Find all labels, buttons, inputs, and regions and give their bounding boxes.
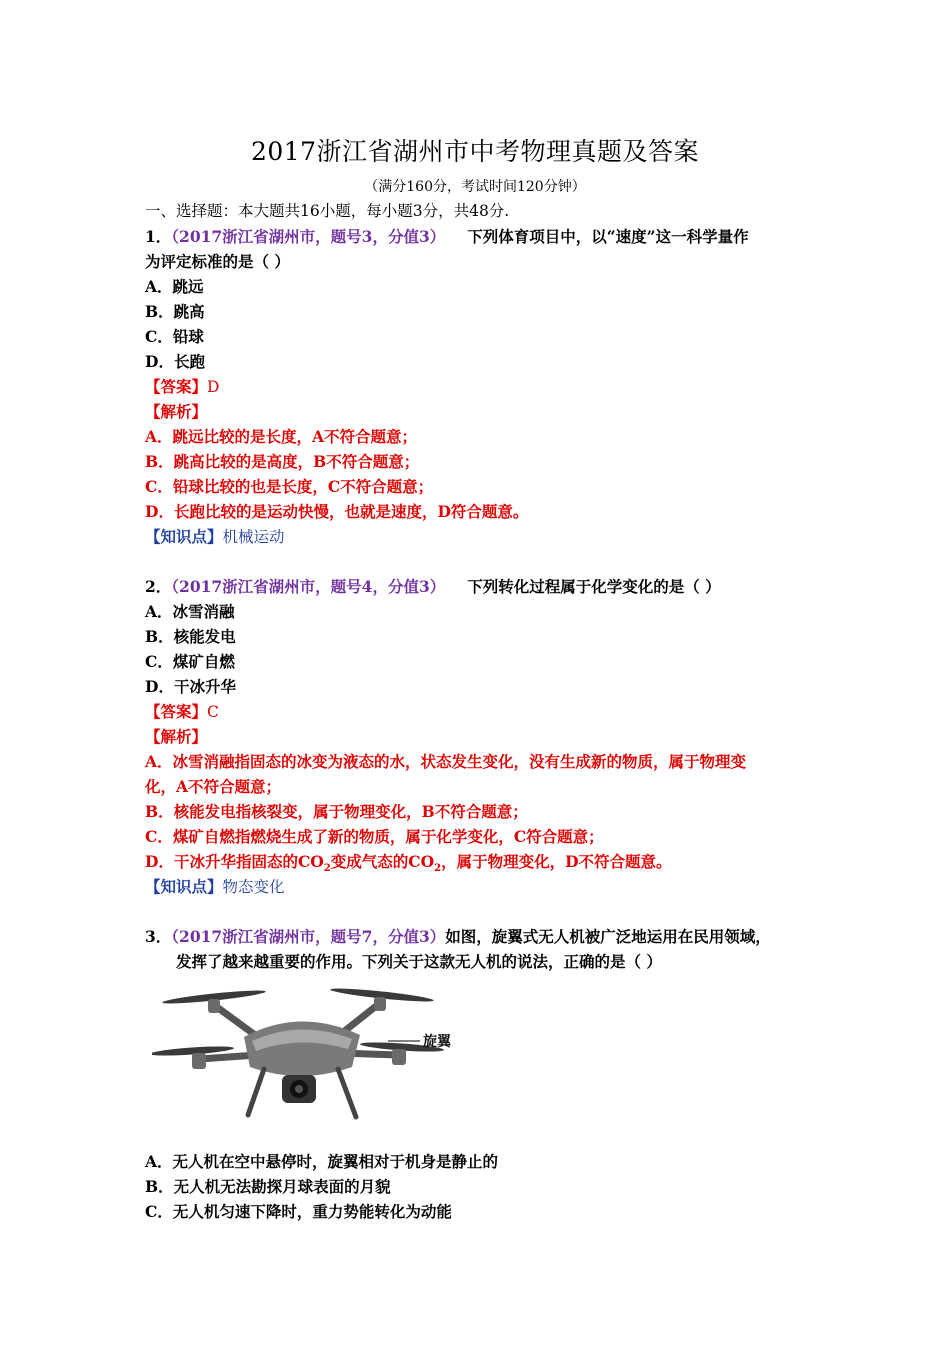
q1-stem-line1 — [145, 224, 749, 249]
q1-stem-a: 下列体育项目中，以“速度”这一科学量作 — [467, 227, 749, 246]
q3-number: 3． — [145, 927, 172, 946]
q2-analysis-tag: 【解析】 — [145, 727, 208, 746]
q1-answer — [145, 374, 219, 400]
drone-figure — [152, 985, 472, 1125]
q2-stem-line1 — [145, 574, 721, 599]
q1-knowledge-point — [145, 524, 285, 550]
q2-source: （2017浙江省湖州市，题号4，分值3） — [171, 577, 446, 596]
q2-analysis-a-line1: A．冰雪消融指固态的冰变为液态的水，状态发生变化，没有生成新的物质，属于物理变 — [145, 752, 747, 771]
q1-answer-tag: 【答案】 — [145, 377, 208, 396]
q1-source: （2017浙江省湖州市，题号3，分值3） — [171, 227, 446, 246]
q2-answer — [145, 699, 219, 725]
q2-analysis-d-sub1: 2 — [323, 863, 331, 875]
q1-option-c: C．铅球 — [145, 327, 204, 346]
q1-answer-value: D — [207, 378, 220, 396]
q1-analysis-c: C．铅球比较的也是长度，C不符合题意； — [145, 477, 434, 496]
q3-stem-line2: 发挥了越来越重要的作用。下列关于这款无人机的说法，正确的是（ ） — [176, 952, 662, 971]
q1-analysis-tag: 【解析】 — [145, 402, 208, 421]
drone-label-rotor: 旋翼 — [423, 1034, 451, 1050]
q2-knowledge-point — [145, 874, 285, 900]
q2-analysis-c: C．煤矿自燃指燃烧生成了新的物质，属于化学变化，C符合题意； — [145, 827, 604, 846]
q1-kp-value: 机械运动 — [222, 528, 285, 546]
q2-stem-a: 下列转化过程属于化学变化的是（ ） — [467, 577, 721, 596]
q1-option-b: B．跳高 — [145, 302, 205, 321]
q2-number: 2． — [145, 577, 172, 596]
q2-option-d: D．干冰升华 — [145, 677, 236, 696]
q2-option-c: C．煤矿自燃 — [145, 652, 235, 671]
q2-analysis-d-part3: ，属于物理变化，D不符合题意。 — [441, 852, 672, 871]
q1-analysis-d: D．长跑比较的是运动快慢，也就是速度，D符合题意。 — [145, 502, 529, 521]
q3-stem-a: 如图，旋翼式无人机被广泛地运用在民用领域， — [445, 927, 771, 946]
section-heading: 一、选择题：本大题共16小题，每小题3分，共48分. — [145, 202, 510, 220]
q2-option-a: A．冰雪消融 — [145, 602, 235, 621]
q2-kp-tag: 【知识点】 — [145, 877, 223, 896]
q2-analysis-d-part1: D．干冰升华指固态的CO — [145, 852, 324, 871]
q1-analysis-a: A．跳远比较的是长度，A不符合题意； — [145, 427, 418, 446]
q1-kp-tag: 【知识点】 — [145, 527, 223, 546]
q2-analysis-d-part2: 变成气态的CO — [330, 852, 435, 871]
q3-option-b: B．无人机无法勘探月球表面的月貌 — [145, 1177, 391, 1196]
q2-analysis-b: B．核能发电指核裂变，属于物理变化，B不符合题意； — [145, 802, 528, 821]
page-subtitle: （满分160分，考试时间120分钟） — [364, 179, 586, 195]
page-title: 2017浙江省湖州市中考物理真题及答案 — [250, 137, 700, 166]
q2-option-b: B．核能发电 — [145, 627, 236, 646]
q1-stem-line2: 为评定标准的是（ ） — [145, 252, 290, 271]
q3-option-a: A．无人机在空中悬停时，旋翼相对于机身是静止的 — [145, 1152, 499, 1171]
q1-analysis-b: B．跳高比较的是高度，B不符合题意； — [145, 452, 420, 471]
q3-option-c: C．无人机匀速下降时，重力势能转化为动能 — [145, 1202, 452, 1221]
q3-source: （2017浙江省湖州市，题号7，分值3） — [171, 927, 446, 946]
q1-option-d: D．长跑 — [145, 352, 205, 371]
q1-number: 1． — [145, 227, 172, 246]
q1-option-a: A．跳远 — [145, 277, 204, 296]
q2-analysis-a-line2: 化，A不符合题意； — [145, 777, 282, 796]
q2-kp-value: 物态变化 — [222, 878, 285, 896]
q2-analysis-d-sub2: 2 — [434, 863, 442, 875]
q3-stem-line1 — [145, 924, 771, 949]
q2-answer-value: C — [207, 703, 219, 721]
q2-answer-tag: 【答案】 — [145, 702, 208, 721]
